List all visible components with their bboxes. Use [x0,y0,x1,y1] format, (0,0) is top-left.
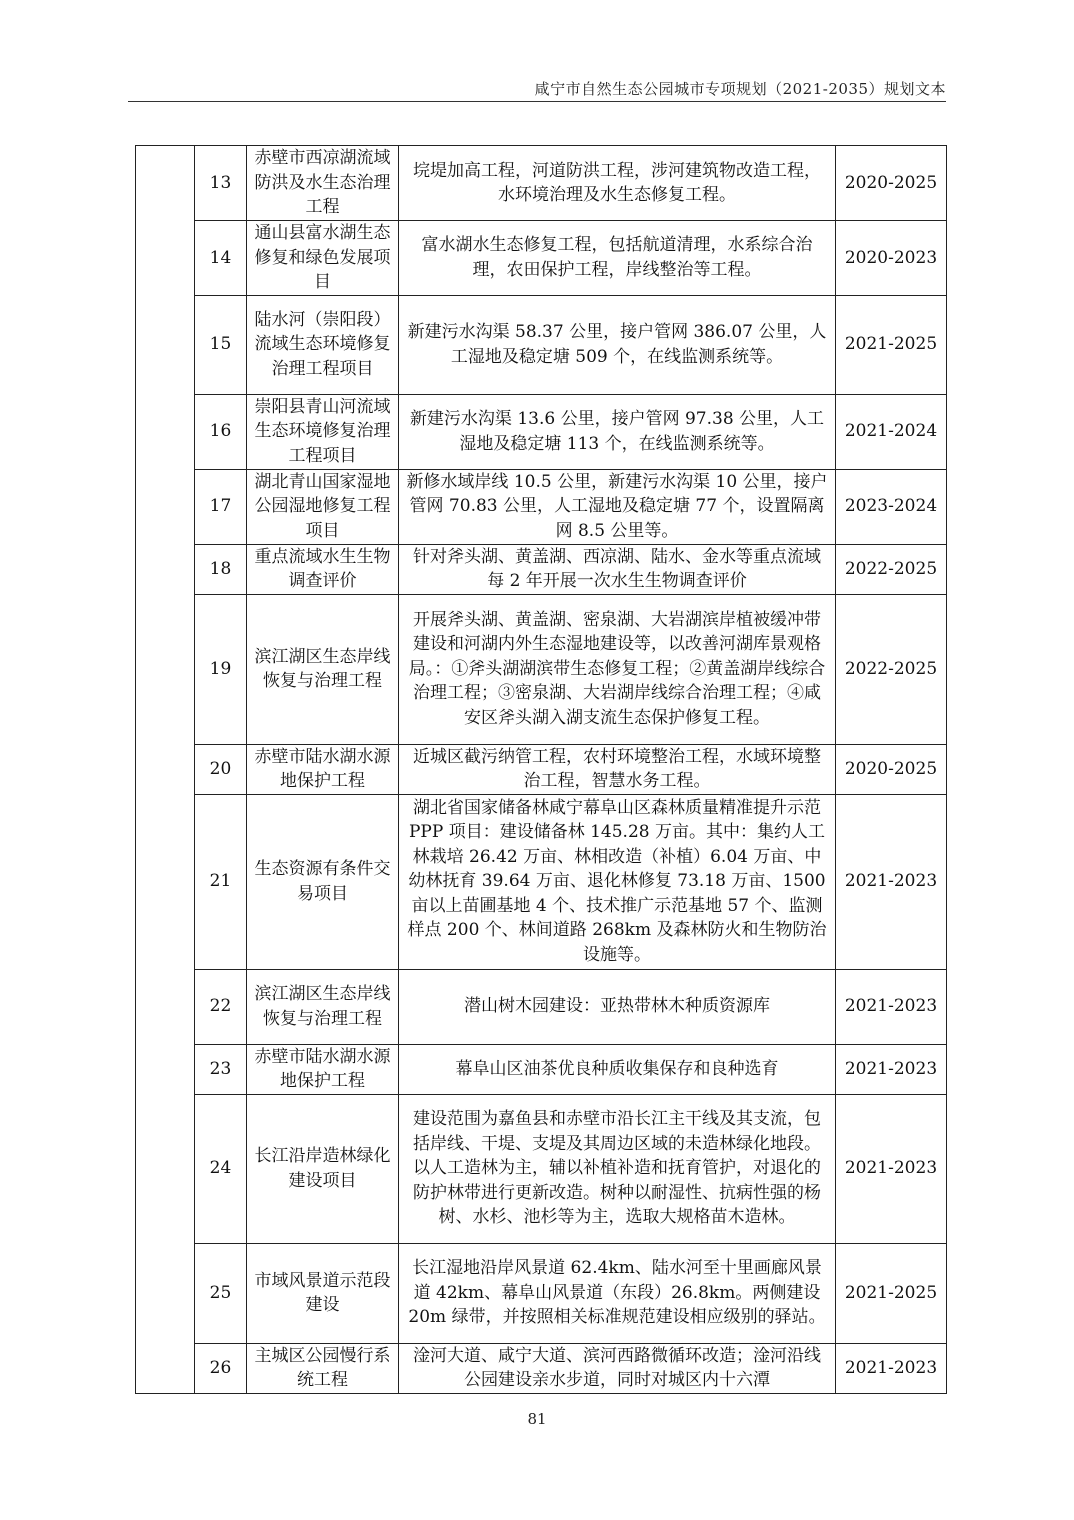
row-number: 13 [195,146,247,221]
project-name: 长江沿岸造林绿化建设项目 [247,1094,399,1243]
project-name: 崇阳县青山河流域生态环境修复治理工程项目 [247,394,399,469]
row-number: 22 [195,969,247,1044]
category-cell [136,146,195,1394]
project-period: 2023-2024 [836,469,947,544]
project-content: 淦河大道、咸宁大道、滨河西路微循环改造；淦河沿线公园建设亲水步道，同时对城区内十六潭 [399,1343,836,1393]
document-header-title: 咸宁市自然生态公园城市专项规划（2021-2035）规划文本 [534,80,946,98]
project-period: 2021-2025 [836,1243,947,1343]
project-content: 开展斧头湖、黄盖湖、密泉湖、大岩湖滨岸植被缓冲带建设和河湖内外生态湿地建设等，以改善河湖库景观格局。：①斧头湖湖滨带生态修复工程；②黄盖湖岸线综合治理工程；③密泉湖、大岩湖岸线综合治理工程；④咸安区斧头湖入湖支流生态保护修复工程。 [399,594,836,744]
project-name: 生态资源有条件交易项目 [247,794,399,969]
header-divider [128,101,946,102]
table-row [136,1343,947,1393]
project-table-body [136,146,947,1394]
table-row [136,1044,947,1094]
project-name: 赤壁市西凉湖流域防洪及水生态治理工程 [247,146,399,221]
project-name: 湖北青山国家湿地公园湿地修复工程项目 [247,469,399,544]
table-row [136,146,947,221]
project-name: 主城区公园慢行系统工程 [247,1343,399,1393]
project-period: 2021-2024 [836,394,947,469]
table-row [136,1243,947,1343]
table-row [136,794,947,969]
row-number: 20 [195,744,247,794]
project-name: 滨江湖区生态岸线恢复与治理工程 [247,969,399,1044]
project-period: 2022-2025 [836,594,947,744]
project-content: 新修水域岸线 10.5 公里，新建污水沟渠 10 公里，接户管网 70.83 公里，人工湿地及稳定塘 77 个，设置隔离网 8.5 公里等。 [399,469,836,544]
project-period: 2021-2025 [836,295,947,394]
project-name: 重点流域水生生物调查评价 [247,544,399,594]
project-content: 新建污水沟渠 13.6 公里，接户管网 97.38 公里，人工湿地及稳定塘 113 个，在线监测系统等。 [399,394,836,469]
row-number: 25 [195,1243,247,1343]
project-content: 湖北省国家储备林咸宁幕阜山区森林质量精准提升示范 PPP 项目：建设储备林 145.28 万亩。其中：集约人工林栽培 26.42 万亩、林相改造（补植）6.04 万亩、中幼林抚育 39.64 万亩、退化林修复 73.18 万亩、1500 亩以上苗圃基地 4 个、技术推广示范基地 57 个、监测样点 200 个、林间道路 268km 及森林防火和生物防治设施等。 [399,794,836,969]
project-content: 近城区截污纳管工程，农村环境整治工程，水域环境整治工程，智慧水务工程。 [399,744,836,794]
project-period: 2021-2023 [836,794,947,969]
project-name: 赤壁市陆水湖水源地保护工程 [247,1044,399,1094]
project-period: 2022-2025 [836,544,947,594]
project-content: 幕阜山区油茶优良种质收集保存和良种选育 [399,1044,836,1094]
row-number: 23 [195,1044,247,1094]
row-number: 26 [195,1343,247,1393]
project-name: 陆水河（崇阳段）流域生态环境修复治理工程项目 [247,295,399,394]
project-content: 潜山树木园建设：亚热带林木种质资源库 [399,969,836,1044]
project-name: 通山县富水湖生态修复和绿色发展项目 [247,221,399,296]
project-period: 2020-2025 [836,146,947,221]
table-row [136,469,947,544]
table-row [136,221,947,296]
project-name: 市域风景道示范段建设 [247,1243,399,1343]
row-number: 19 [195,594,247,744]
project-content: 建设范围为嘉鱼县和赤壁市沿长江主干线及其支流，包括岸线、干堤、支堤及其周边区域的未造林绿化地段。以人工造林为主，辅以补植补造和抚育管护，对退化的防护林带进行更新改造。树种以耐湿性、抗病性强的杨树、水杉、池杉等为主，选取大规格苗木造林。 [399,1094,836,1243]
page-number: 81 [527,1410,547,1428]
project-period: 2020-2023 [836,221,947,296]
project-content: 长江湿地沿岸风景道 62.4km、陆水河至十里画廊风景道 42km、幕阜山风景道（东段）26.8km。两侧建设 20m 绿带，并按照相关标准规范建设相应级别的驿站。 [399,1243,836,1343]
project-content: 富水湖水生态修复工程，包括航道清理，水系综合治理，农田保护工程，岸线整治等工程。 [399,221,836,296]
row-number: 21 [195,794,247,969]
project-content: 垸堤加高工程，河道防洪工程，涉河建筑物改造工程，水环境治理及水生态修复工程。 [399,146,836,221]
table-row [136,544,947,594]
row-number: 14 [195,221,247,296]
table-row [136,295,947,394]
row-number: 16 [195,394,247,469]
row-number: 24 [195,1094,247,1243]
project-period: 2021-2023 [836,1044,947,1094]
project-content: 新建污水沟渠 58.37 公里，接户管网 386.07 公里，人工湿地及稳定塘 509 个，在线监测系统等。 [399,295,836,394]
project-content: 针对斧头湖、黄盖湖、西凉湖、陆水、金水等重点流域每 2 年开展一次水生生物调查评价 [399,544,836,594]
row-number: 17 [195,469,247,544]
project-period: 2021-2023 [836,1094,947,1243]
project-period: 2020-2025 [836,744,947,794]
project-table [135,145,947,1394]
table-row [136,1094,947,1243]
table-row [136,394,947,469]
table-row [136,744,947,794]
project-period: 2021-2023 [836,969,947,1044]
row-number: 18 [195,544,247,594]
project-name: 滨江湖区生态岸线恢复与治理工程 [247,594,399,744]
project-name: 赤壁市陆水湖水源地保护工程 [247,744,399,794]
table-row [136,594,947,744]
row-number: 15 [195,295,247,394]
table-row [136,969,947,1044]
project-period: 2021-2023 [836,1343,947,1393]
